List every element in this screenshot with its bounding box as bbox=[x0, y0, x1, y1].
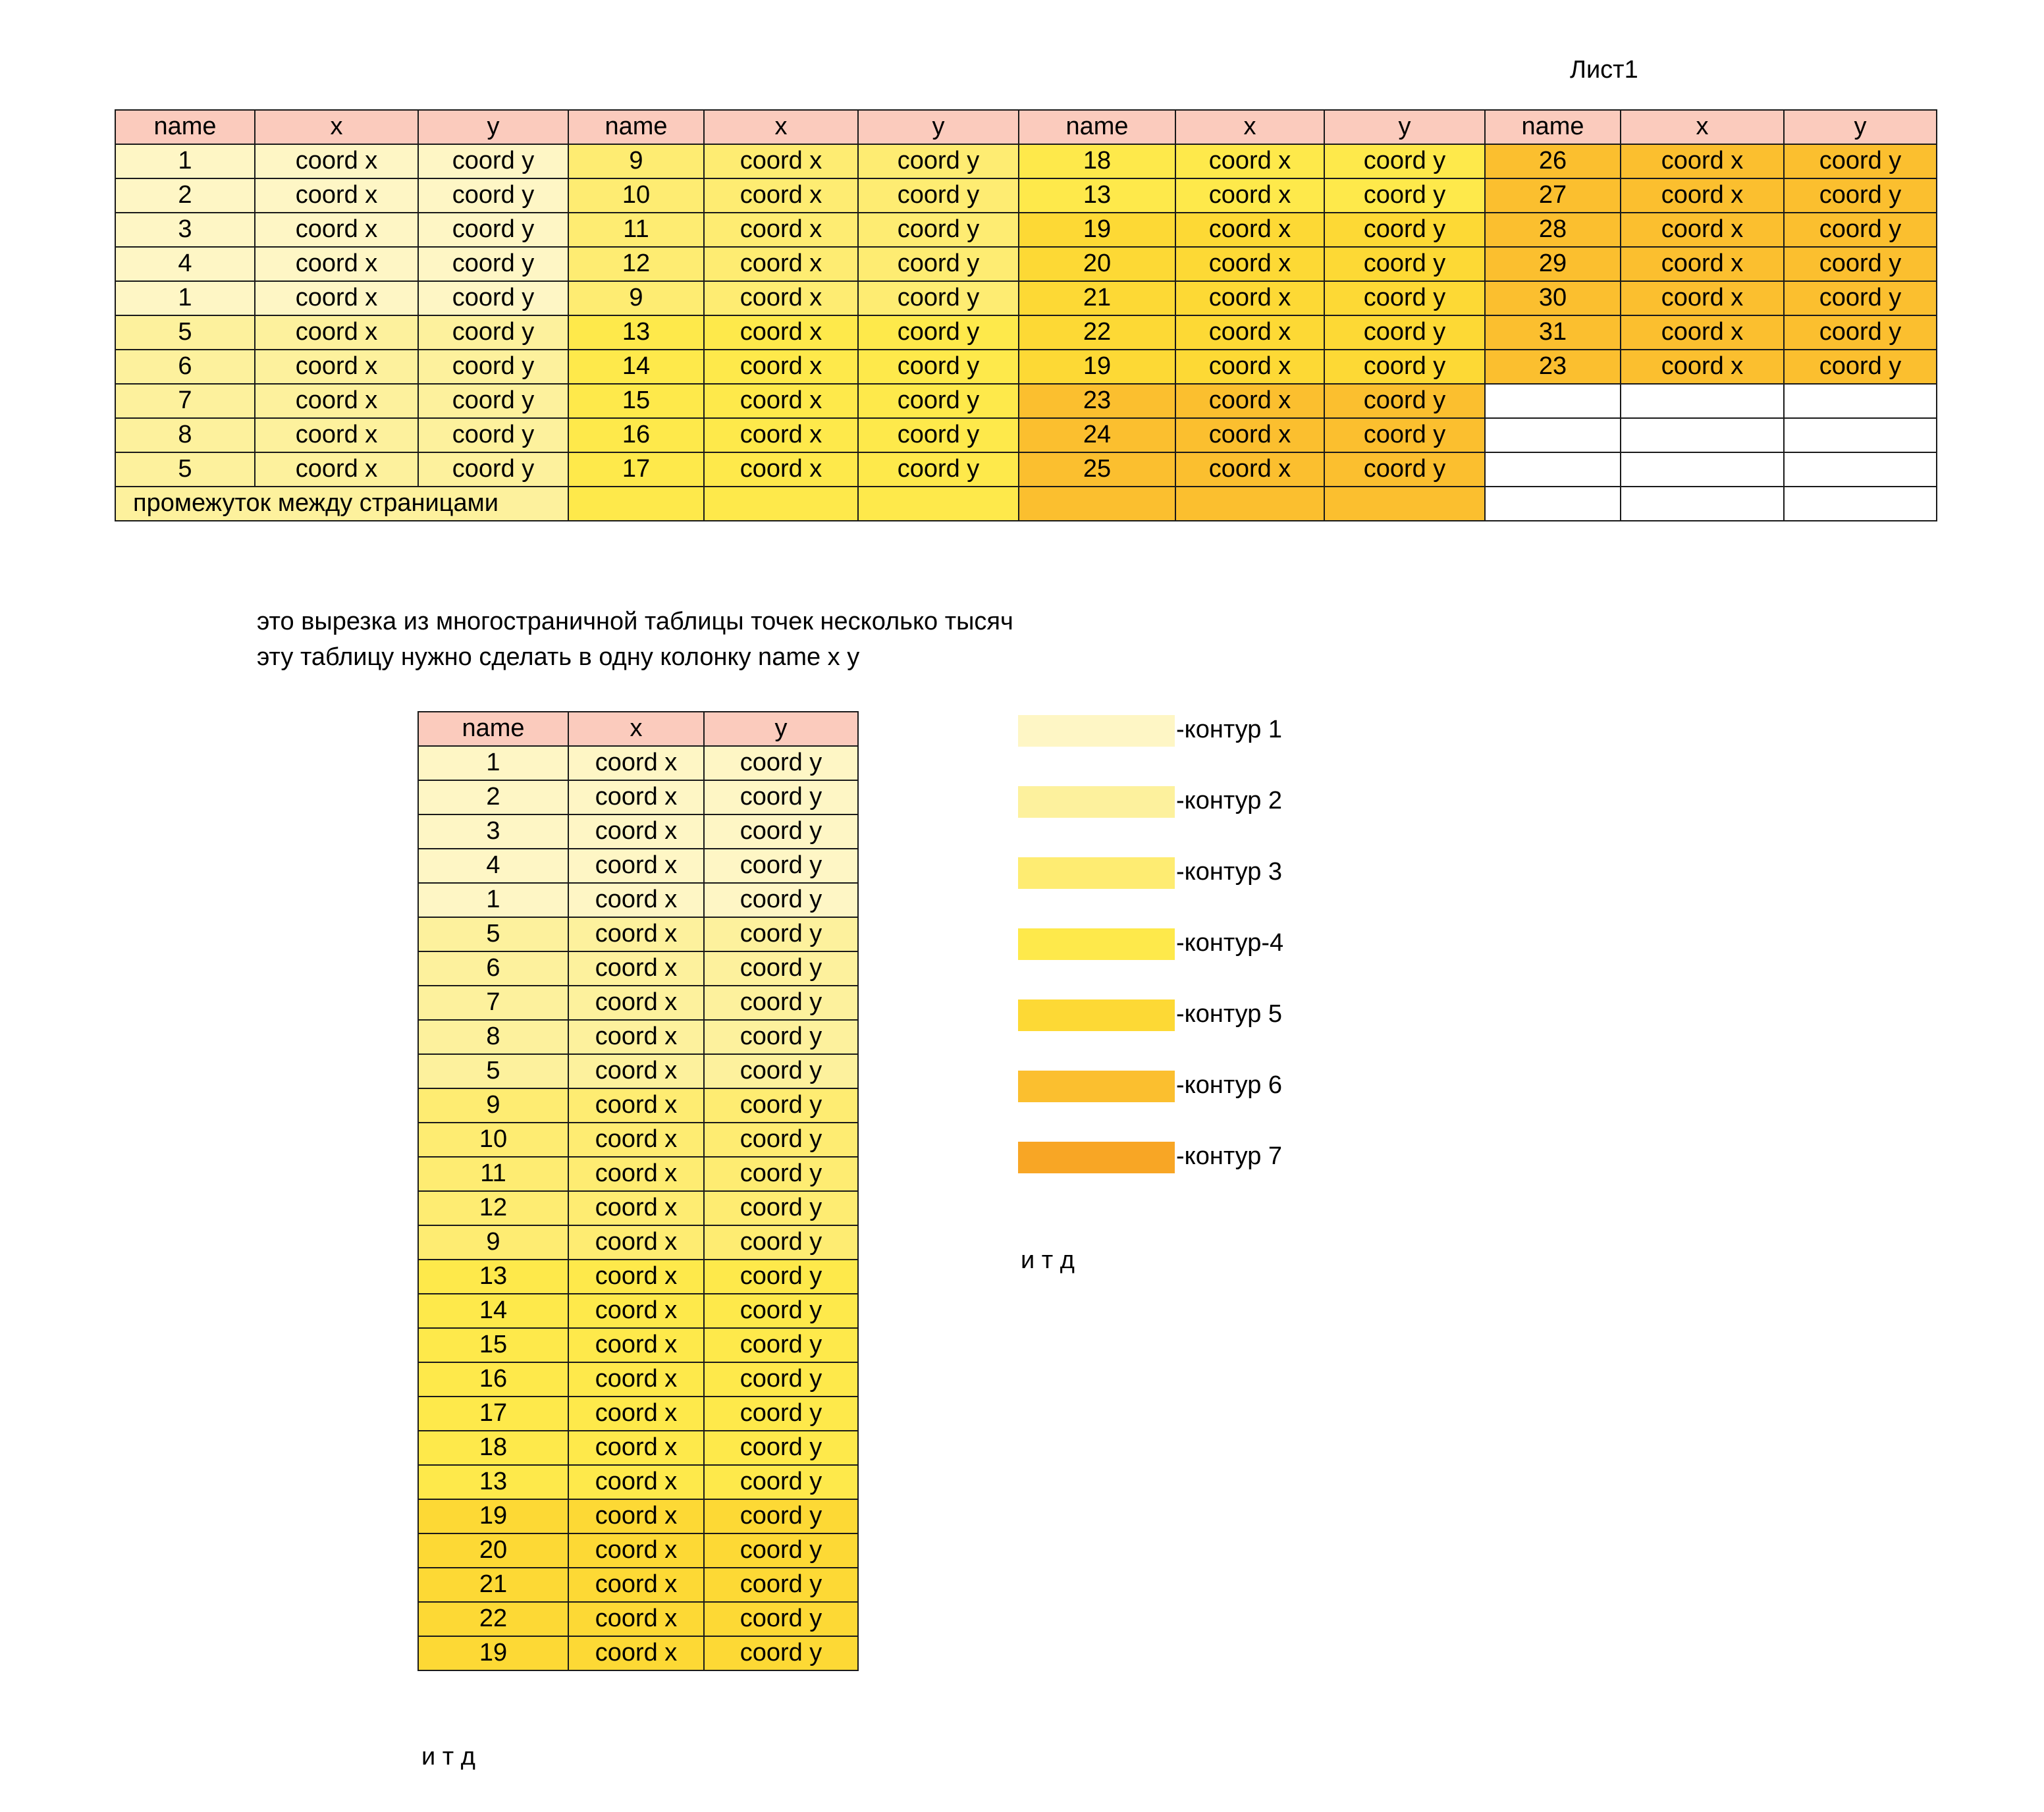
table-row bbox=[418, 1636, 858, 1670]
table-cell[interactable]: coord x bbox=[255, 350, 418, 384]
table-cell[interactable]: coord y bbox=[704, 1465, 858, 1499]
table-cell[interactable]: coord y bbox=[858, 144, 1019, 178]
table-cell[interactable]: coord y bbox=[704, 1088, 858, 1123]
table-cell[interactable]: coord x bbox=[1175, 452, 1324, 487]
table-cell[interactable]: coord x bbox=[1175, 384, 1324, 418]
table-cell[interactable]: coord y bbox=[704, 1157, 858, 1191]
table-cell[interactable]: coord x bbox=[255, 452, 418, 487]
table-cell[interactable]: coord x bbox=[255, 144, 418, 178]
table-cell[interactable]: coord x bbox=[704, 418, 858, 452]
legend-label: -контур-4 bbox=[1176, 930, 1284, 957]
table-row bbox=[418, 1020, 858, 1054]
table-cell[interactable]: coord y bbox=[704, 1499, 858, 1533]
table-cell[interactable] bbox=[1621, 384, 1784, 418]
table-cell[interactable]: 19 bbox=[1019, 213, 1175, 247]
table-cell[interactable]: 19 bbox=[1019, 350, 1175, 384]
table-cell[interactable]: 20 bbox=[418, 1533, 568, 1568]
table-cell[interactable]: coord y bbox=[704, 1294, 858, 1328]
table-cell[interactable]: 21 bbox=[418, 1568, 568, 1602]
column-header[interactable]: name bbox=[568, 110, 704, 144]
table-cell[interactable]: coord y bbox=[418, 452, 568, 487]
table-header-row bbox=[418, 712, 858, 746]
table-cell[interactable]: 17 bbox=[418, 1397, 568, 1431]
table-cell[interactable]: coord x bbox=[568, 1362, 704, 1397]
table-cell[interactable]: coord y bbox=[704, 814, 858, 849]
table-cell[interactable]: coord x bbox=[568, 1533, 704, 1568]
table-row bbox=[418, 1088, 858, 1123]
table-cell[interactable]: coord y bbox=[418, 384, 568, 418]
table-cell[interactable]: coord y bbox=[858, 247, 1019, 281]
page-gap-note: промежуток между страницами bbox=[133, 490, 498, 518]
table-cell[interactable]: coord x bbox=[568, 746, 704, 780]
table-cell[interactable]: coord y bbox=[1784, 350, 1937, 384]
column-header[interactable]: y bbox=[418, 110, 568, 144]
table-cell[interactable] bbox=[1784, 452, 1937, 487]
table-cell[interactable]: coord x bbox=[568, 1191, 704, 1225]
table-cell[interactable]: coord x bbox=[568, 1499, 704, 1533]
table-cell[interactable]: 9 bbox=[568, 281, 704, 315]
table-cell[interactable]: coord y bbox=[1324, 144, 1485, 178]
table-cell[interactable] bbox=[1485, 452, 1621, 487]
table-cell[interactable]: coord y bbox=[704, 1328, 858, 1362]
table-cell[interactable]: 1 bbox=[418, 883, 568, 917]
table-cell[interactable]: 5 bbox=[418, 917, 568, 951]
table-cell[interactable] bbox=[1485, 384, 1621, 418]
table-cell[interactable]: 2 bbox=[115, 178, 255, 213]
empty-cell[interactable] bbox=[704, 487, 858, 521]
table-row bbox=[115, 418, 1937, 452]
table-cell[interactable]: coord y bbox=[418, 350, 568, 384]
table-cell[interactable]: coord y bbox=[858, 178, 1019, 213]
table-cell[interactable]: coord y bbox=[1324, 213, 1485, 247]
sheet-title: Лист1 bbox=[1570, 57, 1638, 84]
table-cell[interactable]: 29 bbox=[1485, 247, 1621, 281]
table-cell[interactable]: 25 bbox=[1019, 452, 1175, 487]
empty-cell[interactable] bbox=[1485, 487, 1621, 521]
table-cell[interactable]: coord x bbox=[704, 452, 858, 487]
table-cell[interactable]: coord y bbox=[704, 1362, 858, 1397]
table-cell[interactable]: 5 bbox=[115, 315, 255, 350]
column-header[interactable]: y bbox=[858, 110, 1019, 144]
table-cell[interactable]: coord y bbox=[1324, 384, 1485, 418]
table-cell[interactable]: 10 bbox=[568, 178, 704, 213]
table-cell[interactable]: coord y bbox=[704, 1431, 858, 1465]
table-cell[interactable]: coord x bbox=[255, 213, 418, 247]
table-cell[interactable]: coord y bbox=[1324, 350, 1485, 384]
table-row bbox=[418, 1157, 858, 1191]
legend-label: -контур 2 bbox=[1176, 787, 1283, 815]
table-cell[interactable]: coord y bbox=[704, 1020, 858, 1054]
column-header[interactable]: name bbox=[1019, 110, 1175, 144]
table-cell[interactable]: 20 bbox=[1019, 247, 1175, 281]
table-cell[interactable]: coord y bbox=[418, 418, 568, 452]
table-row bbox=[418, 746, 858, 780]
legend-swatch bbox=[1018, 1071, 1175, 1102]
table-cell[interactable]: coord x bbox=[568, 780, 704, 814]
table-cell[interactable]: coord x bbox=[255, 178, 418, 213]
table-cell[interactable]: coord x bbox=[1621, 144, 1784, 178]
table-cell[interactable]: coord y bbox=[418, 247, 568, 281]
table-cell[interactable]: coord x bbox=[568, 1602, 704, 1636]
table-cell[interactable]: 5 bbox=[418, 1054, 568, 1088]
table-cell[interactable]: 4 bbox=[418, 849, 568, 883]
page-gap-row bbox=[115, 487, 1937, 521]
table-cell[interactable]: coord x bbox=[1621, 281, 1784, 315]
table-cell[interactable]: coord x bbox=[255, 418, 418, 452]
table-row bbox=[115, 178, 1937, 213]
column-header[interactable]: y bbox=[704, 712, 858, 746]
column-header[interactable]: name bbox=[418, 712, 568, 746]
table-cell[interactable]: coord y bbox=[704, 1191, 858, 1225]
table-row bbox=[418, 1054, 858, 1088]
table-cell[interactable]: coord y bbox=[1324, 315, 1485, 350]
table-cell[interactable]: coord y bbox=[704, 986, 858, 1020]
table-cell[interactable]: 8 bbox=[115, 418, 255, 452]
table-cell[interactable]: coord y bbox=[704, 951, 858, 986]
table-cell[interactable]: 5 bbox=[115, 452, 255, 487]
description-line-2: эту таблицу нужно сделать в одну колонку name x y bbox=[257, 644, 860, 672]
legend-etc-note: и т д bbox=[1021, 1247, 1075, 1275]
table-row bbox=[115, 213, 1937, 247]
table-cell[interactable]: coord y bbox=[858, 281, 1019, 315]
table-cell[interactable]: 6 bbox=[115, 350, 255, 384]
table-row bbox=[418, 1533, 858, 1568]
legend-label: -контур 3 bbox=[1176, 859, 1283, 886]
table-cell[interactable]: coord x bbox=[568, 1020, 704, 1054]
table-row bbox=[115, 315, 1937, 350]
table-cell[interactable]: coord y bbox=[858, 213, 1019, 247]
table-cell[interactable]: coord y bbox=[704, 917, 858, 951]
table-cell[interactable]: coord y bbox=[858, 315, 1019, 350]
table-cell[interactable] bbox=[1485, 418, 1621, 452]
table-cell[interactable]: 21 bbox=[1019, 281, 1175, 315]
table-cell[interactable]: coord x bbox=[1175, 281, 1324, 315]
table-cell[interactable]: coord x bbox=[568, 1397, 704, 1431]
table-cell[interactable]: 18 bbox=[418, 1431, 568, 1465]
table-cell[interactable]: coord y bbox=[1324, 247, 1485, 281]
table-row bbox=[115, 452, 1937, 487]
table-header-row bbox=[115, 110, 1937, 144]
table-cell[interactable]: coord x bbox=[255, 384, 418, 418]
table-cell[interactable]: 7 bbox=[115, 384, 255, 418]
table-cell[interactable]: 13 bbox=[418, 1465, 568, 1499]
table-cell[interactable]: coord x bbox=[255, 247, 418, 281]
table-cell[interactable]: coord x bbox=[704, 281, 858, 315]
table-cell[interactable]: 12 bbox=[418, 1191, 568, 1225]
legend-label: -контур 6 bbox=[1176, 1072, 1283, 1100]
column-header[interactable]: x bbox=[568, 712, 704, 746]
column-header[interactable]: name bbox=[115, 110, 255, 144]
legend-swatch bbox=[1018, 857, 1175, 889]
bottom-table-etc-note: и т д bbox=[421, 1744, 475, 1771]
legend-swatch bbox=[1018, 786, 1175, 818]
table-cell[interactable]: 3 bbox=[115, 213, 255, 247]
table-cell[interactable]: 23 bbox=[1019, 384, 1175, 418]
table-cell[interactable]: 13 bbox=[1019, 178, 1175, 213]
table-cell[interactable]: 22 bbox=[1019, 315, 1175, 350]
table-cell[interactable]: coord x bbox=[568, 1465, 704, 1499]
table-cell[interactable]: coord x bbox=[704, 315, 858, 350]
table-cell[interactable]: coord x bbox=[1175, 315, 1324, 350]
table-cell[interactable]: coord y bbox=[858, 384, 1019, 418]
table-cell[interactable] bbox=[1621, 418, 1784, 452]
table-row bbox=[418, 1123, 858, 1157]
table-cell[interactable]: coord x bbox=[1175, 213, 1324, 247]
table-row bbox=[418, 1362, 858, 1397]
table-cell[interactable]: coord x bbox=[255, 281, 418, 315]
table-cell[interactable]: coord x bbox=[1175, 247, 1324, 281]
table-cell[interactable]: coord y bbox=[1784, 178, 1937, 213]
table-cell[interactable]: coord x bbox=[1621, 315, 1784, 350]
column-header[interactable]: x bbox=[1175, 110, 1324, 144]
empty-cell[interactable] bbox=[1019, 487, 1175, 521]
table-row bbox=[418, 1397, 858, 1431]
legend-swatch bbox=[1018, 999, 1175, 1031]
table-cell[interactable]: coord y bbox=[704, 746, 858, 780]
column-header[interactable]: x bbox=[1621, 110, 1784, 144]
empty-cell[interactable] bbox=[1175, 487, 1324, 521]
table-cell[interactable] bbox=[1784, 384, 1937, 418]
table-cell[interactable]: coord x bbox=[568, 1294, 704, 1328]
table-cell[interactable]: coord x bbox=[704, 247, 858, 281]
table-cell[interactable]: 30 bbox=[1485, 281, 1621, 315]
table-cell[interactable]: coord y bbox=[704, 1533, 858, 1568]
table-row bbox=[115, 350, 1937, 384]
table-cell[interactable]: coord y bbox=[704, 1054, 858, 1088]
table-cell[interactable]: 4 bbox=[115, 247, 255, 281]
table-cell[interactable]: coord x bbox=[568, 1636, 704, 1670]
table-cell[interactable]: coord y bbox=[858, 350, 1019, 384]
table-cell[interactable]: 2 bbox=[418, 780, 568, 814]
table-cell[interactable]: coord y bbox=[418, 144, 568, 178]
table-cell[interactable]: coord x bbox=[568, 1123, 704, 1157]
table-row bbox=[418, 1431, 858, 1465]
empty-cell[interactable] bbox=[568, 487, 704, 521]
table-cell[interactable]: coord y bbox=[418, 213, 568, 247]
table-cell[interactable]: coord x bbox=[255, 315, 418, 350]
column-header[interactable]: y bbox=[1784, 110, 1937, 144]
table-cell[interactable]: 1 bbox=[115, 144, 255, 178]
table-cell[interactable]: coord x bbox=[1175, 178, 1324, 213]
table-cell[interactable]: coord x bbox=[568, 986, 704, 1020]
table-cell[interactable]: 8 bbox=[418, 1020, 568, 1054]
table-cell[interactable]: coord y bbox=[1324, 418, 1485, 452]
table-row bbox=[115, 384, 1937, 418]
table-cell[interactable]: coord x bbox=[1175, 350, 1324, 384]
table-cell[interactable]: 27 bbox=[1485, 178, 1621, 213]
table-cell[interactable]: coord y bbox=[1784, 247, 1937, 281]
table-cell[interactable]: coord x bbox=[704, 350, 858, 384]
table-cell[interactable]: coord y bbox=[1784, 281, 1937, 315]
table-cell[interactable]: coord x bbox=[704, 384, 858, 418]
table-cell[interactable]: 3 bbox=[418, 814, 568, 849]
table-cell[interactable]: coord y bbox=[704, 1260, 858, 1294]
table-cell[interactable]: coord x bbox=[568, 1431, 704, 1465]
table-cell[interactable]: coord x bbox=[568, 1328, 704, 1362]
table-cell[interactable]: coord y bbox=[704, 780, 858, 814]
table-row bbox=[115, 247, 1937, 281]
table-cell[interactable]: 16 bbox=[568, 418, 704, 452]
table-cell[interactable]: coord y bbox=[704, 1123, 858, 1157]
table-cell[interactable]: coord x bbox=[568, 1054, 704, 1088]
table-cell[interactable]: coord y bbox=[704, 883, 858, 917]
table-cell[interactable]: coord y bbox=[704, 1636, 858, 1670]
table-cell[interactable]: 16 bbox=[418, 1362, 568, 1397]
table-cell[interactable]: 1 bbox=[115, 281, 255, 315]
table-row bbox=[418, 780, 858, 814]
table-cell[interactable]: coord y bbox=[1784, 213, 1937, 247]
table-cell[interactable]: 14 bbox=[568, 350, 704, 384]
table-cell[interactable]: 7 bbox=[418, 986, 568, 1020]
description-line-1: это вырезка из многостраничной таблицы точек несколько тысяч bbox=[257, 608, 1013, 636]
table-cell[interactable]: coord y bbox=[858, 418, 1019, 452]
legend-swatch bbox=[1018, 928, 1175, 960]
empty-cell[interactable] bbox=[1324, 487, 1485, 521]
table-cell[interactable]: 1 bbox=[418, 746, 568, 780]
table-cell[interactable]: 18 bbox=[1019, 144, 1175, 178]
table-row bbox=[418, 1260, 858, 1294]
legend-label: -контур 5 bbox=[1176, 1001, 1283, 1028]
column-header[interactable]: x bbox=[704, 110, 858, 144]
table-cell[interactable]: coord x bbox=[1175, 144, 1324, 178]
table-row bbox=[418, 1568, 858, 1602]
page-gap-cell[interactable] bbox=[115, 487, 568, 521]
table-cell[interactable]: coord y bbox=[1324, 178, 1485, 213]
table-row bbox=[115, 144, 1937, 178]
table-cell[interactable]: 6 bbox=[418, 951, 568, 986]
table-cell[interactable]: 24 bbox=[1019, 418, 1175, 452]
table-cell[interactable]: coord x bbox=[568, 1568, 704, 1602]
column-header[interactable]: y bbox=[1324, 110, 1485, 144]
table-row bbox=[418, 951, 858, 986]
empty-cell[interactable] bbox=[858, 487, 1019, 521]
table-cell[interactable]: coord y bbox=[1784, 144, 1937, 178]
table-cell[interactable]: 19 bbox=[418, 1636, 568, 1670]
table-cell[interactable]: 23 bbox=[1485, 350, 1621, 384]
table-cell[interactable]: 22 bbox=[418, 1602, 568, 1636]
table-row bbox=[418, 1465, 858, 1499]
table-row bbox=[418, 1191, 858, 1225]
table-row bbox=[418, 814, 858, 849]
table-row bbox=[418, 1225, 858, 1260]
table-cell[interactable]: coord y bbox=[418, 178, 568, 213]
column-header[interactable]: name bbox=[1485, 110, 1621, 144]
table-cell[interactable]: coord y bbox=[704, 849, 858, 883]
table-cell[interactable]: coord x bbox=[704, 213, 858, 247]
table-cell[interactable]: coord x bbox=[568, 883, 704, 917]
table-cell[interactable]: coord x bbox=[568, 814, 704, 849]
legend-swatch bbox=[1018, 715, 1175, 747]
table-cell[interactable]: 26 bbox=[1485, 144, 1621, 178]
table-cell[interactable]: 17 bbox=[568, 452, 704, 487]
table-cell[interactable]: 9 bbox=[568, 144, 704, 178]
table-cell[interactable]: coord y bbox=[704, 1568, 858, 1602]
empty-cell[interactable] bbox=[1784, 487, 1937, 521]
table-cell[interactable]: coord y bbox=[418, 315, 568, 350]
table-cell[interactable]: coord x bbox=[704, 178, 858, 213]
table-cell[interactable]: coord x bbox=[1621, 247, 1784, 281]
table-cell[interactable]: coord x bbox=[568, 1225, 704, 1260]
table-cell[interactable]: coord x bbox=[568, 917, 704, 951]
table-cell[interactable]: coord y bbox=[1324, 281, 1485, 315]
table-cell[interactable]: 10 bbox=[418, 1123, 568, 1157]
legend-label: -контур 7 bbox=[1176, 1143, 1283, 1171]
table-cell[interactable]: coord x bbox=[1621, 350, 1784, 384]
table-cell[interactable]: 15 bbox=[568, 384, 704, 418]
table-cell[interactable]: coord x bbox=[568, 951, 704, 986]
table-row bbox=[418, 1294, 858, 1328]
table-cell[interactable]: coord x bbox=[568, 849, 704, 883]
table-cell[interactable]: coord x bbox=[1621, 178, 1784, 213]
column-header[interactable]: x bbox=[255, 110, 418, 144]
table-cell[interactable]: coord x bbox=[568, 1157, 704, 1191]
table-row bbox=[418, 1328, 858, 1362]
legend-swatch bbox=[1018, 1142, 1175, 1173]
single-column-points-table bbox=[417, 711, 859, 1671]
table-cell[interactable]: coord x bbox=[568, 1088, 704, 1123]
table-cell[interactable]: 14 bbox=[418, 1294, 568, 1328]
table-row bbox=[418, 1602, 858, 1636]
table-cell[interactable]: 11 bbox=[418, 1157, 568, 1191]
table-cell[interactable]: 15 bbox=[418, 1328, 568, 1362]
table-cell[interactable]: coord y bbox=[1784, 315, 1937, 350]
table-cell[interactable]: 9 bbox=[418, 1225, 568, 1260]
table-cell[interactable]: coord y bbox=[704, 1397, 858, 1431]
table-row bbox=[418, 1499, 858, 1533]
table-cell[interactable]: 11 bbox=[568, 213, 704, 247]
empty-cell[interactable] bbox=[1621, 487, 1784, 521]
table-row bbox=[418, 917, 858, 951]
table-cell[interactable]: coord y bbox=[418, 281, 568, 315]
multipage-points-table bbox=[115, 109, 1937, 521]
table-cell[interactable]: 31 bbox=[1485, 315, 1621, 350]
table-cell[interactable]: 28 bbox=[1485, 213, 1621, 247]
legend-label: -контур 1 bbox=[1176, 716, 1283, 744]
table-cell[interactable]: 12 bbox=[568, 247, 704, 281]
table-cell[interactable] bbox=[1784, 418, 1937, 452]
table-cell[interactable]: coord x bbox=[704, 144, 858, 178]
table-cell[interactable]: 9 bbox=[418, 1088, 568, 1123]
table-cell[interactable]: coord y bbox=[858, 452, 1019, 487]
table-row bbox=[418, 986, 858, 1020]
table-row bbox=[418, 849, 858, 883]
table-cell[interactable]: 13 bbox=[568, 315, 704, 350]
table-cell[interactable]: 19 bbox=[418, 1499, 568, 1533]
table-cell[interactable]: 13 bbox=[418, 1260, 568, 1294]
table-row bbox=[115, 281, 1937, 315]
table-row bbox=[418, 883, 858, 917]
table-cell[interactable] bbox=[1621, 452, 1784, 487]
table-cell[interactable]: coord y bbox=[1324, 452, 1485, 487]
table-cell[interactable]: coord y bbox=[704, 1602, 858, 1636]
table-cell[interactable]: coord x bbox=[1621, 213, 1784, 247]
table-cell[interactable]: coord x bbox=[1175, 418, 1324, 452]
table-cell[interactable]: coord y bbox=[704, 1225, 858, 1260]
table-cell[interactable]: coord x bbox=[568, 1260, 704, 1294]
